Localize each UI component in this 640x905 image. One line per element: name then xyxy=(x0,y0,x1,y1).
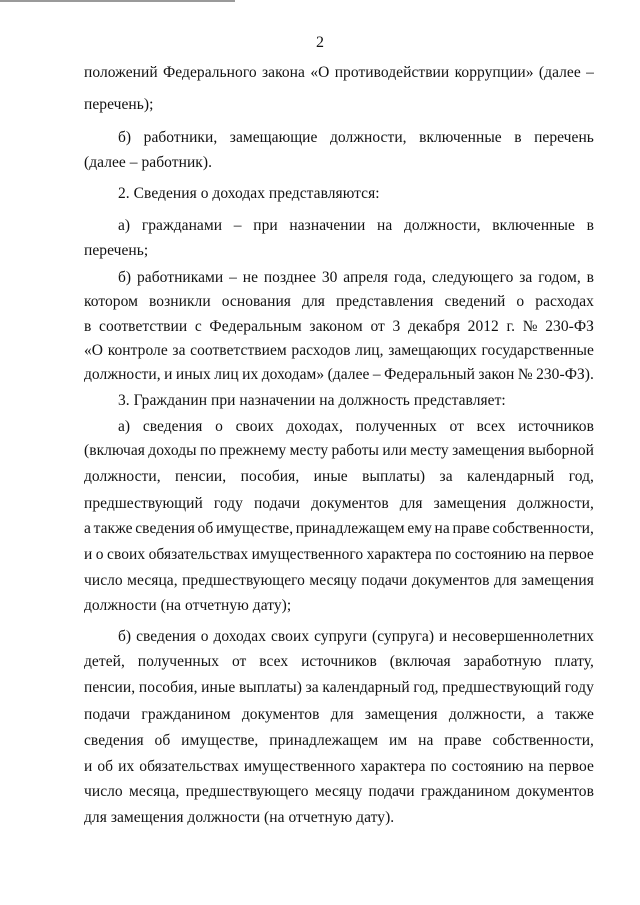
word: имущественного xyxy=(251,546,364,563)
word: для xyxy=(302,293,325,310)
word: пенсии, xyxy=(84,679,136,696)
word: в xyxy=(586,269,594,286)
word: Федеральным xyxy=(209,318,302,335)
word: заработную xyxy=(463,653,542,670)
word: должности, xyxy=(84,366,161,383)
word: и xyxy=(84,546,93,563)
word: о xyxy=(200,628,209,645)
word: № xyxy=(517,366,533,383)
word: подачи xyxy=(253,495,301,512)
word: 3 xyxy=(392,318,401,335)
word: источников xyxy=(518,418,594,435)
word: месяца, xyxy=(128,783,180,800)
word: сведения xyxy=(84,732,144,749)
word: праве xyxy=(452,520,490,537)
word: об xyxy=(197,520,214,537)
word: должности, xyxy=(84,468,161,485)
word: замещения xyxy=(521,572,594,589)
word: детей, xyxy=(84,653,125,670)
text-line xyxy=(84,652,594,672)
word: противодействии xyxy=(334,64,450,81)
word: предшествующего xyxy=(182,572,305,589)
word: месту xyxy=(289,442,329,459)
word: иные xyxy=(313,468,348,485)
word: пенсии, xyxy=(175,468,227,485)
word: подачи xyxy=(368,783,415,800)
word: годом, xyxy=(538,269,581,286)
word: работники, xyxy=(143,129,218,146)
word: также xyxy=(93,520,133,537)
word: от xyxy=(370,318,385,335)
word: обязательствах xyxy=(148,546,249,563)
word: с xyxy=(194,318,202,335)
word: за xyxy=(305,679,319,696)
word: замещающие xyxy=(229,129,318,146)
word: имуществе, xyxy=(215,520,294,537)
word: полученных xyxy=(355,418,437,435)
word: документов xyxy=(311,495,389,512)
text-line xyxy=(84,757,594,777)
word: подачи xyxy=(84,706,131,723)
word: замещения xyxy=(452,442,525,459)
word: (далее xyxy=(538,64,581,81)
text-line xyxy=(84,128,594,148)
word: включенные xyxy=(492,217,575,234)
word: – xyxy=(229,269,237,286)
word: принадлежащем xyxy=(269,732,379,749)
word: сведений xyxy=(444,293,506,310)
word: следующего xyxy=(431,269,514,286)
text-line xyxy=(84,441,594,461)
word: гражданином xyxy=(420,783,511,800)
word: декабря xyxy=(407,318,461,335)
text-line: 3. Гражданин при назначении на должность представляет: xyxy=(118,392,506,409)
word: на xyxy=(434,520,450,537)
word: (включая xyxy=(84,442,145,459)
word: пособия, xyxy=(138,679,198,696)
word: перечень xyxy=(534,129,594,146)
word: несовершеннолетних xyxy=(452,628,594,645)
word: возникли xyxy=(149,293,211,310)
word: представления xyxy=(336,293,434,310)
word: состоянию xyxy=(454,546,527,563)
word: число xyxy=(84,572,123,589)
word: сведения xyxy=(142,418,203,435)
word: не xyxy=(242,269,258,286)
word: год, xyxy=(568,468,594,485)
word: закона xyxy=(261,64,305,81)
word: лиц xyxy=(214,366,239,383)
word: контроле xyxy=(107,342,168,359)
word: б) xyxy=(118,269,132,286)
word: предшествующего xyxy=(185,783,309,800)
word: сведения xyxy=(136,628,196,645)
word: собственности, xyxy=(492,520,594,537)
word: на xyxy=(418,732,434,749)
word: должности, xyxy=(329,129,407,146)
word: принадлежащем xyxy=(295,520,405,537)
word: лиц, xyxy=(355,342,384,359)
word: при xyxy=(253,217,278,234)
word: работниками xyxy=(136,269,224,286)
word: пособия, xyxy=(240,468,300,485)
text-line xyxy=(84,627,594,647)
word: месту xyxy=(410,442,449,459)
word: источников xyxy=(301,653,377,670)
word: 30 xyxy=(321,269,338,286)
word: б) xyxy=(118,129,132,146)
word: и xyxy=(84,758,93,775)
word: на xyxy=(528,758,544,775)
text-line xyxy=(84,782,594,802)
word: по xyxy=(435,546,452,563)
word: от xyxy=(449,418,464,435)
word: а xyxy=(84,520,91,537)
text-line xyxy=(84,317,594,337)
word: назначении xyxy=(289,217,366,234)
text-line xyxy=(84,519,594,539)
word: документов xyxy=(516,783,594,800)
word: б) xyxy=(118,628,132,645)
text-line xyxy=(84,545,594,565)
word: соответствием xyxy=(190,342,287,359)
word: «О xyxy=(310,64,330,81)
word: предшествующий xyxy=(442,679,562,696)
word: всех xyxy=(259,653,289,670)
word: плату, xyxy=(554,653,594,670)
word: сведения xyxy=(135,520,195,537)
word: иных xyxy=(175,366,211,383)
word: имуществе, xyxy=(181,732,259,749)
word: – xyxy=(233,217,242,234)
word: также xyxy=(554,706,594,723)
word: выплаты) xyxy=(362,468,426,485)
text-line: должности (на отчетную дату); xyxy=(84,597,292,614)
text-line xyxy=(84,268,594,288)
word: праве xyxy=(444,732,482,749)
word: для xyxy=(330,706,354,723)
text-line xyxy=(84,571,594,591)
word: своих xyxy=(235,418,274,435)
text-line: перечень; xyxy=(84,242,149,259)
word: основания xyxy=(221,293,291,310)
word: характера xyxy=(366,546,432,563)
word: 230-ФЗ xyxy=(545,318,594,335)
word: и xyxy=(439,628,448,645)
word: – xyxy=(372,366,381,383)
word: государственные xyxy=(481,342,594,359)
word: работы xyxy=(331,442,380,459)
word: иные xyxy=(201,679,236,696)
word: замещения xyxy=(433,495,507,512)
word: (далее xyxy=(327,366,370,383)
word: «О xyxy=(84,342,104,359)
word: об xyxy=(97,758,114,775)
text-line: 2. Сведения о доходах представляются: xyxy=(118,185,380,202)
word: выплаты) xyxy=(238,679,302,696)
word: должности, xyxy=(403,217,481,234)
word: расходов xyxy=(291,342,351,359)
word: положений xyxy=(84,64,158,81)
text-line xyxy=(84,731,594,751)
text-line xyxy=(84,705,594,725)
word: первое xyxy=(548,546,594,563)
text-line xyxy=(84,63,594,83)
word: позднее xyxy=(263,269,317,286)
word: доходах xyxy=(213,628,267,645)
word: за xyxy=(172,342,186,359)
word: включенные xyxy=(419,129,502,146)
text-line xyxy=(84,417,594,437)
word: или xyxy=(382,442,407,459)
word: доходы xyxy=(148,442,197,459)
word: ему xyxy=(407,520,432,537)
word: месяцу xyxy=(309,572,357,589)
word: году xyxy=(213,495,243,512)
word: г. xyxy=(506,318,516,335)
text-line: (далее – работник). xyxy=(84,154,212,171)
word: выборной xyxy=(528,442,594,459)
word: доходам» xyxy=(261,366,325,383)
word: гражданином xyxy=(141,706,231,723)
text-line: перечень); xyxy=(84,96,154,113)
text-line: для замещения должности (на отчетную дату). xyxy=(84,809,395,826)
word: для xyxy=(493,572,517,589)
word: всех xyxy=(476,418,506,435)
word: должности, xyxy=(517,495,594,512)
word: от xyxy=(231,653,247,670)
word: а) xyxy=(118,418,131,435)
word: прежнему xyxy=(219,442,287,459)
word: год, xyxy=(413,679,439,696)
word: на xyxy=(529,546,546,563)
word: о xyxy=(95,546,104,563)
word: имущественного xyxy=(243,758,356,775)
text-line xyxy=(84,467,594,487)
word: календарный xyxy=(322,679,410,696)
word: коррупции» xyxy=(454,64,534,81)
word: а xyxy=(536,706,544,723)
word: полученных xyxy=(137,653,220,670)
word: для xyxy=(399,495,423,512)
word: Федеральный xyxy=(384,366,475,383)
word: законом xyxy=(309,318,363,335)
text-line xyxy=(84,216,594,236)
word: 2012 xyxy=(467,318,499,335)
word: 230-ФЗ). xyxy=(536,366,594,383)
word: соответствии xyxy=(99,318,188,335)
word: месяца, xyxy=(127,572,178,589)
word: документов xyxy=(241,706,320,723)
word: в xyxy=(586,217,594,234)
word: по xyxy=(430,758,447,775)
word: за xyxy=(519,269,533,286)
word: об xyxy=(154,732,171,749)
word: своих xyxy=(107,546,146,563)
word: – xyxy=(586,64,594,81)
word: подачи xyxy=(361,572,408,589)
text-line xyxy=(84,678,594,698)
word: года, xyxy=(393,269,427,286)
word: должности, xyxy=(448,706,526,723)
word: в xyxy=(84,318,92,335)
word: за xyxy=(439,468,453,485)
text-line xyxy=(84,341,594,361)
word: о xyxy=(516,293,525,310)
word: супруги xyxy=(314,628,368,645)
word: замещения xyxy=(364,706,438,723)
text-line xyxy=(84,292,594,312)
text-line xyxy=(84,365,594,385)
word: апреля xyxy=(343,269,389,286)
word: замещающих xyxy=(388,342,477,359)
word: по xyxy=(199,442,217,459)
word: году xyxy=(564,679,594,696)
word: доходах, xyxy=(286,418,343,435)
word: собственности, xyxy=(492,732,594,749)
word: своих xyxy=(270,628,310,645)
word: Федерального xyxy=(163,64,257,81)
word: обязательствах xyxy=(139,758,239,775)
word: документов xyxy=(411,572,490,589)
word: гражданами xyxy=(141,217,223,234)
word: в xyxy=(514,129,522,146)
text-line xyxy=(84,494,594,514)
scan-edge-line xyxy=(0,0,235,2)
word: а) xyxy=(118,217,131,234)
word: о xyxy=(215,418,223,435)
word: число xyxy=(84,783,123,800)
word: календарный xyxy=(467,468,555,485)
word: предшествующий xyxy=(84,495,203,512)
word: расходах xyxy=(535,293,594,310)
word: на xyxy=(377,217,393,234)
word: месяцу xyxy=(314,783,363,800)
word: котором xyxy=(84,293,138,310)
word: их xyxy=(242,366,259,383)
word: № xyxy=(522,318,538,335)
word: (включая xyxy=(389,653,451,670)
word: первое xyxy=(548,758,594,775)
word: их xyxy=(118,758,135,775)
word: закон xyxy=(478,366,515,383)
word: им xyxy=(389,732,408,749)
word: характера xyxy=(360,758,426,775)
word: и xyxy=(164,366,173,383)
page-number: 2 xyxy=(316,34,324,51)
word: (супруга) xyxy=(372,628,435,645)
word: состоянию xyxy=(451,758,524,775)
